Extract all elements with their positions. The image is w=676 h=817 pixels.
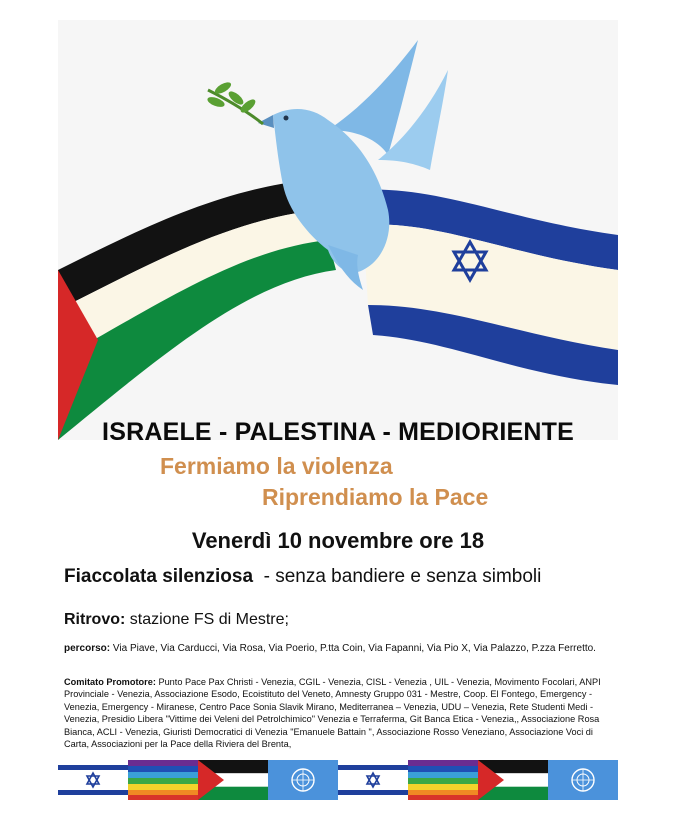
event-note: - senza bandiere e senza simboli <box>263 566 542 587</box>
meeting-label: Ritrovo: <box>64 611 126 628</box>
route-value: Via Piave, Via Carducci, Via Rosa, Via Poerio, P.tta Coin, Via Fapanni, Via Pio X, Via Palazzo, P.zza Ferretto. <box>112 643 596 654</box>
event-date: Venerdì 10 novembre ore 18 <box>191 528 485 553</box>
committee-label: Comitato Promotore: <box>64 677 156 687</box>
route <box>64 643 624 654</box>
slogan-stop-violence: Fermiamo la violenza <box>160 453 393 479</box>
headline: ISRAELE - PALESTINA - MEDIORIENTE <box>102 418 574 446</box>
un-flag-icon <box>268 760 338 800</box>
promoting-committee <box>64 676 616 750</box>
dove-and-flags-illustration <box>58 20 618 440</box>
event-description <box>64 566 541 588</box>
committee-value: Punto Pace Pax Christi - Venezia, CGIL - Venezia, CISL - Venezia , UIL - Venezia, Movimento Focolari, ANPI Provinciale - Venezia, Associazione Esodo, Ecoistituto del Veneto, Amnesty Gruppo 031 - Mestre, Coop. El Fontego, Emergency - Venezia, Emergency - Miranese, Centro Pace Sonia Slavik Mirano, Mediterranea – Venezia, UDU – Venezia, Rete Studenti Medi -Venezia, Presidio Libera "Vittime dei Veleni del Petrolchimico" Venezia e Terraferma, Git Banca Etica - Venezia,, Associazione Rosa Bianca, ACLI - Venezia, Giuristi Democratici di Venezia "Emanuele Battain ", Associazione Rosso Veneziano, Associazione Voci di Carta, Associazioni per la Pace della Riviera del Brenta, <box>64 677 601 750</box>
flag-strip <box>58 760 618 800</box>
slogan-restore-peace: Riprendiamo la Pace <box>262 484 489 510</box>
israel-flag-icon <box>58 760 128 800</box>
peace-flag-icon <box>128 760 198 800</box>
route-label: percorso: <box>64 643 111 654</box>
palestine-flag-icon <box>478 760 548 800</box>
meeting-point <box>64 611 289 629</box>
palestine-flag-icon <box>198 760 268 800</box>
hero-illustration <box>58 20 618 440</box>
israel-flag-icon <box>338 760 408 800</box>
peace-flag-icon <box>408 760 478 800</box>
event-label: Fiaccolata silenziosa <box>64 566 254 587</box>
un-flag-icon <box>548 760 618 800</box>
meeting-value: stazione FS di Mestre; <box>129 611 289 628</box>
